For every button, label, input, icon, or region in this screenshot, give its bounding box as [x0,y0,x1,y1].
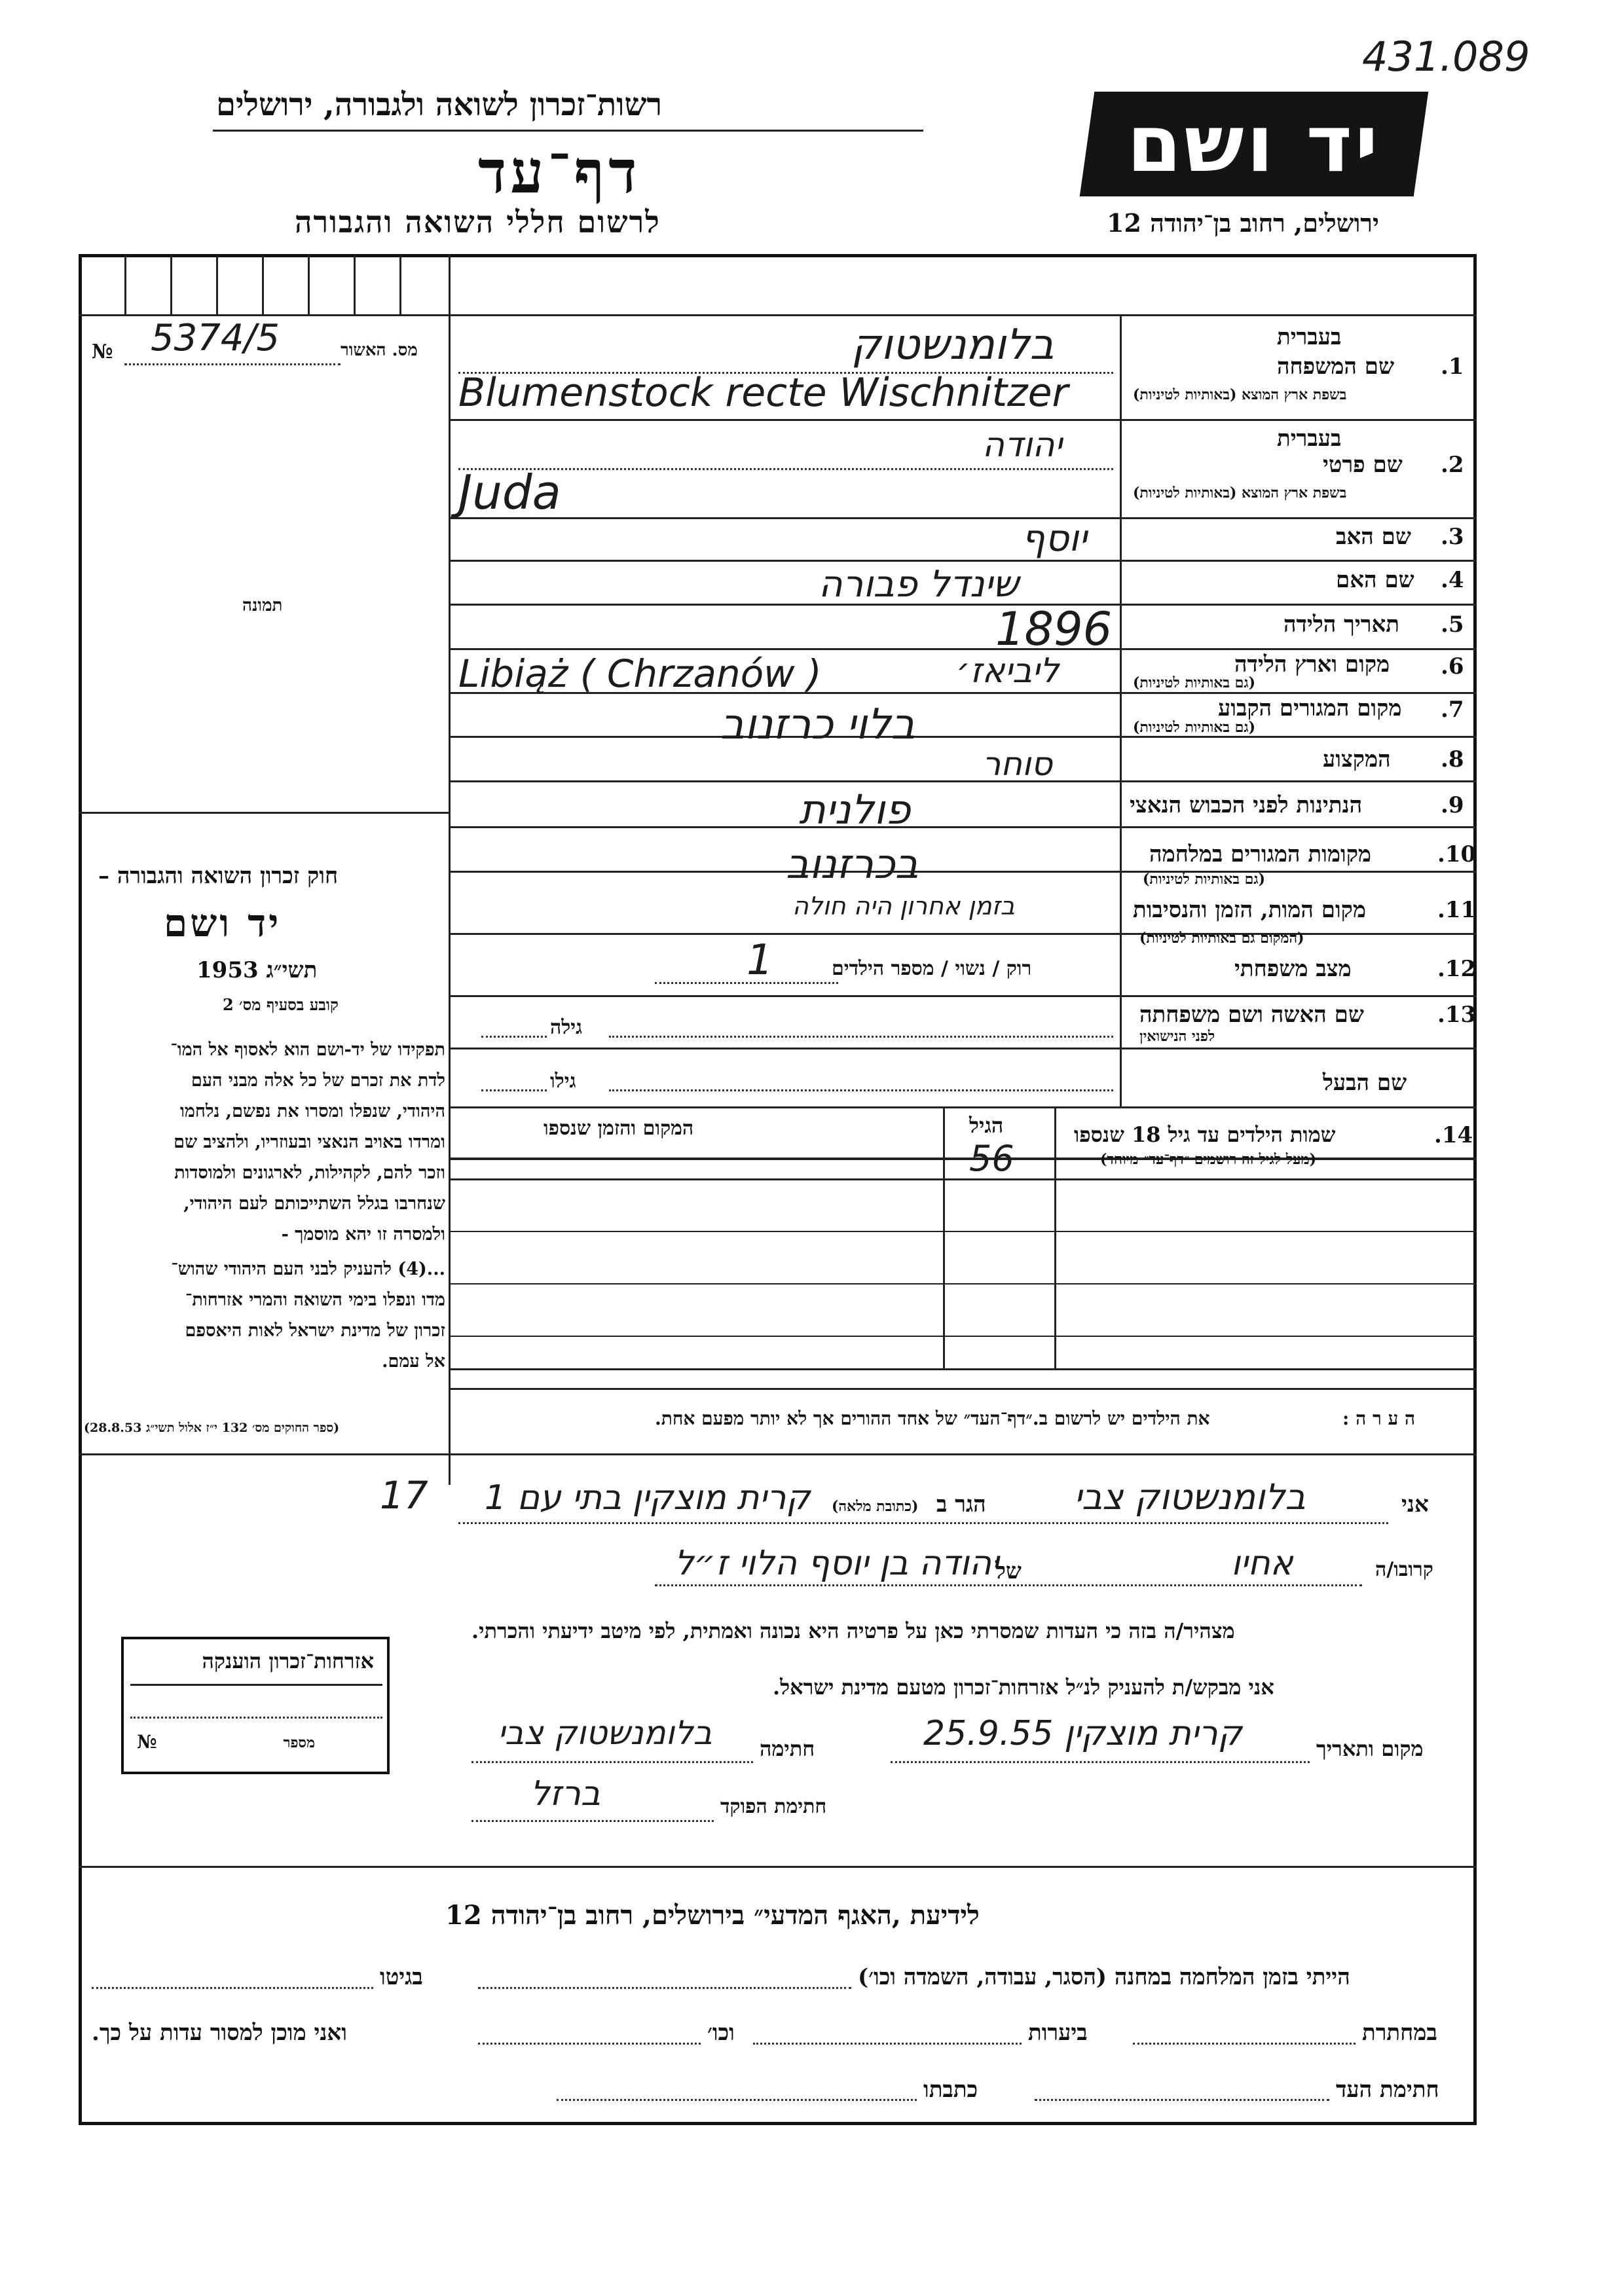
field-12-label: מצב משפחתי [1234,956,1352,982]
law-line: ולמסרה זו יהא מוסמך - [281,1224,445,1245]
field-7-value[interactable]: בלוי כרזנוב [720,701,915,749]
row-line [450,648,1477,650]
row-line [450,871,1477,873]
footer-ghetto-dots [92,1987,373,1989]
id-box [308,255,310,314]
field-14-label: שמות הילדים עד גיל 18 שנספו [1074,1122,1336,1147]
relative-name[interactable]: יהודה בן יוסף הלוי ז״ל [674,1544,999,1583]
footer-witness-dots [1035,2099,1329,2101]
official-dots [471,1820,714,1822]
footer-etc: וכו׳ [707,2020,735,2046]
field-9-label: הנתינות לפני הכבוש הנאצי [1130,792,1363,818]
document-number: 431.089 [1362,33,1530,81]
signature-dots [471,1761,753,1763]
law-line: תפקידו של יד-ושם הוא לאסוף אל המו־ [170,1040,445,1060]
note-text: את הילדים יש לרשום ב.״דף־העד״ של אחד ההורים אך לא יותר מפעם אחת. [655,1408,1210,1429]
yad-vashem-logo [1080,92,1428,196]
field-11-label: מקום המות, הזמן והנסיבות [1133,897,1367,923]
citizenship-no: № [137,1731,157,1753]
footer-address: כתבתו [923,2077,978,2103]
footer-title: לידיעת ,האגף המדעי״ בירושלים, רחוב בן־יהודה 12 [445,1900,980,1931]
row-line [450,560,1477,562]
children-col-1 [1054,1106,1056,1368]
field-2-value[interactable]: Juda [458,465,561,520]
place-date-value[interactable]: קרית מוצקין 25.9.55 [923,1714,1242,1753]
husband-age-dots [481,1089,547,1091]
official-signature-value[interactable]: ברזל [530,1774,600,1813]
declarant-name[interactable]: בלומנשטוק צבי [1074,1476,1306,1518]
row-line [450,1157,1477,1160]
relation-value[interactable]: אחיו [1231,1544,1293,1583]
declaration-residing: הגר ב [936,1491,986,1518]
approval-no-label: № [92,340,113,363]
relation-dots [655,1584,1362,1586]
field-11-sub: (המקום גם באותיות לטיניות) [1139,930,1304,947]
field-2-value-hebrew[interactable]: יהודה [982,426,1063,465]
note-label: ה ע ר ה : [1342,1408,1416,1429]
law-top-line [79,812,450,814]
field-12-dots [655,982,838,984]
row-line [450,736,1477,738]
field-6-sub: (גם באותיות לטיניות) [1133,674,1256,691]
field-9-value[interactable]: פולנית [799,786,911,833]
declaration-ani: אני [1401,1491,1429,1518]
signature-value[interactable]: בלומנשטוק צבי [498,1714,712,1752]
field-2-number: 2. [1441,452,1464,478]
field-4-label: שם האם [1336,567,1414,593]
header-address: ירושלים, רחוב בן־יהודה 12 [1107,208,1379,238]
footer-address-dots [557,2099,917,2101]
field-13-age-label: גילה [550,1016,583,1039]
law-paragraph-2 [84,1254,445,1377]
children-row-line [450,1283,1477,1285]
row-line [450,1106,1477,1108]
row-line [450,995,1477,997]
law-line: לדת את זכרם של כל אלה מבני העם [191,1070,445,1091]
children-header-line [450,1178,1477,1180]
approval-dots [124,363,341,365]
children-bottom-line [450,1368,1477,1370]
approval-number: 5374/5 [151,317,280,359]
declarant-house-number[interactable]: 17 [380,1473,428,1518]
field-7-label: מקום המגורים הקבוע [1218,695,1402,721]
citizenship-line [130,1717,382,1719]
field-14-sub: (מעל לגיל זה רושמים ״דף־עד״ מיוחד) [1100,1151,1317,1168]
id-box [354,255,356,314]
form-subtitle: לרשום חללי השואה והגבורה [295,204,661,240]
footer-underground-dots [1133,2043,1356,2045]
footer-forests: ביערות [1028,2020,1088,2046]
law-year: תשי״ג 1953 [196,957,318,983]
field-1-value-hebrew[interactable]: בלומנשטוק [851,321,1054,369]
photo-label: תמונה [242,596,283,615]
field-2-label: שם פרטי [1323,452,1403,478]
children-col-2 [943,1106,945,1368]
field-1-sub: בשפת ארץ המוצא (באותיות לטיניות) [1133,386,1347,403]
field-12-status-options: רוק / נשוי / מספר הילדים [832,957,1032,980]
footer-etc-dots [478,2043,701,2045]
id-box [262,255,264,314]
label-column-divider [1120,314,1122,1106]
field-6-label: מקום וארץ הלידה [1234,651,1390,678]
husband-dots [609,1089,1113,1091]
field-10-number: 10. [1437,841,1477,867]
field-8-label: המקצוע [1323,746,1391,773]
official-signature-label: חתימת הפוקד [720,1795,827,1818]
field-7-number: 7. [1441,697,1464,723]
field-1-hebrew-tag: בעברית [1277,324,1342,350]
field-11-value[interactable]: בזמן אחרון היה חולה [792,892,1015,920]
footer-ghetto: בגיטו [380,1964,423,1990]
law-line: היהודי, שנפלו ומסרו את נפשם, נלחמו [179,1101,445,1121]
row-line [450,419,1477,421]
footer-forests-dots [753,2043,1022,2045]
authority-underline [213,130,923,132]
law-clause: קובע בסעיף מס׳ 2 [223,995,339,1014]
law-line: שנחרבו בגלל השתייכותם לעם היהודי, [183,1194,445,1214]
field-3-label: שם האב [1336,524,1411,550]
field-10-value[interactable]: בכרזנוב [786,840,919,888]
id-box [124,255,126,314]
signature-label: חתימה [760,1736,815,1761]
id-box [170,255,172,314]
field-3-value[interactable]: יוסף [1022,517,1087,560]
id-box [399,255,401,314]
relation-label: קרובו/ה [1375,1558,1433,1581]
field-9-number: 9. [1441,792,1464,818]
field-10-sub: (גם באותיות לטיניות) [1143,871,1266,888]
footer-underground: במחתרת [1362,2020,1437,2046]
field-13-dots [609,1036,1113,1038]
citizenship-box [121,1637,390,1774]
field-1-label: שם המשפחה [1277,354,1395,380]
field-13-sub: לפני הנישואין [1139,1028,1215,1045]
field-2-hebrew-tag: בעברית [1277,426,1342,452]
relation-of: של [995,1558,1022,1584]
law-heading: חוק זכרון השואה והגבורה – [98,863,339,889]
row-line [450,780,1477,782]
husband-age-label: גילו [550,1070,576,1093]
footer-ready: ואני מוכן למסור עדות על כך. [92,2020,347,2046]
field-10-label: מקומות המגורים במלחמה [1149,841,1372,867]
place-date-label: מקום ותאריך [1316,1736,1424,1761]
citizenship-number-label: מספר [283,1734,315,1751]
approval-label: מס. האשור [341,340,418,360]
declaration-residing-sub: (כתובת מלאה) [832,1498,919,1515]
citizenship-line [130,1684,382,1686]
field-12-number: 12. [1437,956,1477,982]
field-2-sub: בשפת ארץ המוצא (באותיות לטיניות) [1133,484,1347,501]
row-line [450,517,1477,519]
children-row-line [450,1336,1477,1337]
field-13-number: 13. [1437,1002,1477,1028]
law-line: ...(4) להעניק לבני העם היהודי שהוש־ [171,1259,445,1279]
footer-top-line [79,1866,1477,1868]
law-name: יד ושם [164,901,282,945]
field-11-number: 11. [1437,897,1477,923]
field-5-number: 5. [1441,611,1464,638]
field-5-value[interactable]: 1896 [995,602,1113,656]
header-authority: רשות־זכרון לשואה ולגבורה, ירושלים [216,86,663,123]
law-paragraph-1 [84,1034,445,1250]
address-dots [458,1522,1388,1524]
row-line [450,933,1477,935]
row-line [450,1048,1477,1049]
husband-label: שם הבעל [1323,1070,1407,1096]
field-3-number: 3. [1441,524,1464,550]
field-4-number: 4. [1441,567,1464,593]
note-bottom-line [79,1453,1477,1455]
id-box [216,255,218,314]
declaration-statement-1: מצהיר/ה בזה כי העדות שמסרתי כאן על פרטיה היא נכונה ואמתית, לפי מיטב ידיעתי והכרתי. [471,1618,1235,1643]
field-6-value[interactable]: Libiąż ( Chrzanów ) [458,651,822,696]
footer-line1-dots [478,1987,851,1989]
note-top-line [450,1388,1477,1390]
field-6-number: 6. [1441,653,1464,680]
field-12-value[interactable]: 1 [747,936,773,985]
children-age-value[interactable]: 56 [969,1138,1014,1179]
footer-witness-signature: חתימת העד [1336,2077,1439,2103]
law-line: וזכר להם, לקהילות, לארגונים ולמוסדות [174,1163,445,1183]
field-1-number: 1. [1441,354,1464,380]
declarant-address[interactable]: קרית מוצקין בתי עם 1 [485,1478,811,1518]
top-strip-bottom [79,314,1477,316]
field-6-value-hebrew[interactable]: ליביאז׳ [956,651,1060,691]
law-line: מדו ונפלו בימי השואה והמרי אזרחות־ [185,1290,445,1310]
field-1-value[interactable]: Blumenstock recte Wischnitzer [458,370,1069,416]
field-4-value[interactable]: שינדל פבורה [819,563,1019,606]
law-line: ומרדו באויב הנאצי ובעוזריו, ולהציב שם [174,1132,445,1152]
field-13-label: שם האשה ושם משפחתה [1139,1002,1364,1028]
frame-divider [449,254,451,1485]
citizenship-title: אזרחות־זכרון הוענקה [202,1649,374,1673]
footer-line1-text: הייתי בזמן המלחמה במחנה (הסגר, עבודה, השמדה וכו׳) [858,1964,1350,1990]
field-14-number: 14. [1434,1122,1473,1148]
row-line [450,826,1477,828]
field-13-age-dots [481,1036,547,1038]
law-line: זכרון של מדינת ישראל לאות היאספם [185,1321,445,1341]
form-title: דף־עד [478,137,641,207]
field-8-value[interactable]: סוחר [982,745,1052,783]
law-line: אל עמם. [382,1351,445,1372]
field-5-label: תאריך הלידה [1283,611,1400,638]
declaration-statement-2: אני מבקש/ת להעניק לנ״ל אזרחות־זכרון מטעם מדינת ישראל. [773,1675,1274,1700]
logo-text: יד ושם [1127,98,1381,190]
field-8-number: 8. [1441,746,1464,773]
field-7-sub: (גם באותיות לטיניות) [1133,719,1256,736]
children-row-line [450,1231,1477,1232]
law-reference: (ספר החוקים מס׳ 132 י״ז אלול תשי״ג 28.8.53) [84,1421,340,1435]
children-place-header: המקום והזמן שנספו [544,1117,694,1140]
place-date-dots [891,1761,1310,1763]
children-age-header: הגיל [969,1113,1004,1138]
